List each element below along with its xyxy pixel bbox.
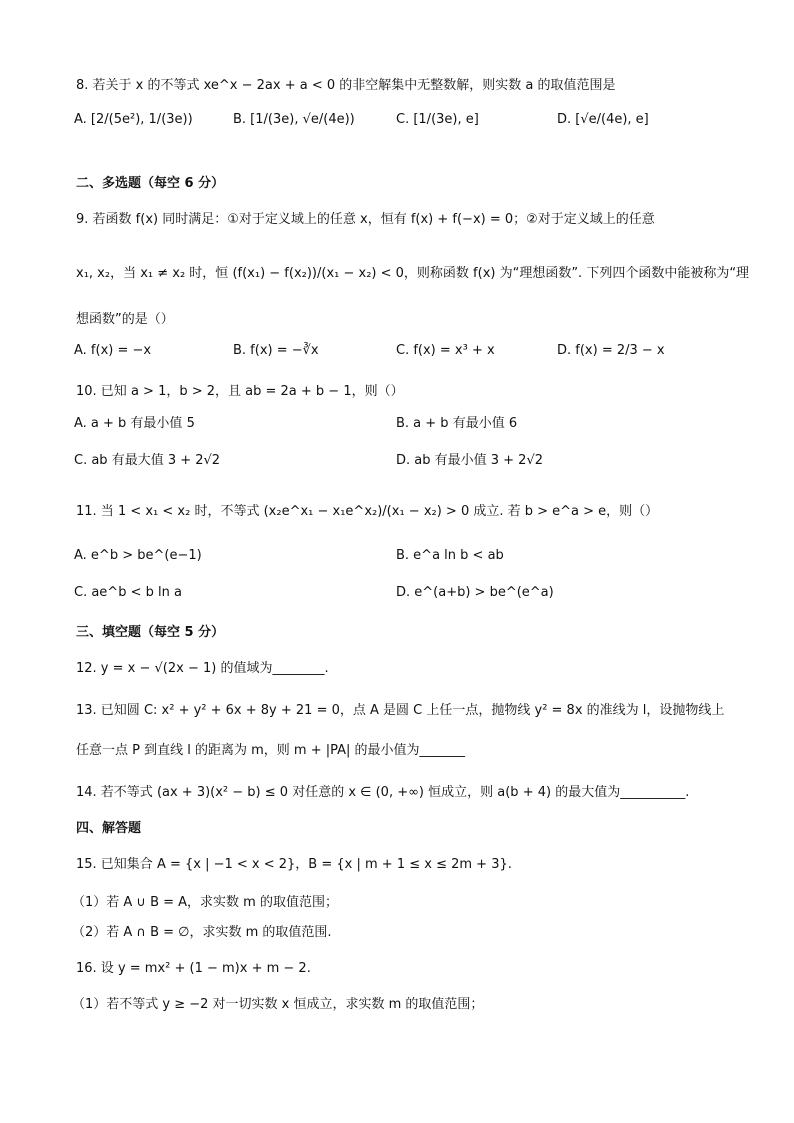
- q10-option-c: C. ab 有最大值 3 + 2√2: [74, 453, 221, 468]
- q9-line-2: x₁, x₂，当 x₁ ≠ x₂ 时，恒 (f(x₁) − f(x₂))/(x₁ − x₂) < 0，则称函数 f(x) 为“理想函数”. 下列四个函数中能被称为“理: [76, 266, 750, 281]
- q15-stem: 15. 已知集合 A = {x | −1 < x < 2}，B = {x | m + 1 ≤ x ≤ 2m + 3}.: [76, 857, 512, 872]
- q15-part-2: （2）若 A ∩ B = ∅，求实数 m 的取值范围.: [72, 925, 332, 940]
- q15-part-1: （1）若 A ∪ B = A，求实数 m 的取值范围；: [72, 895, 338, 910]
- q9-line-3: 想函数”的是（）: [76, 312, 174, 327]
- q8-option-d: D. [√e/(4e), e]: [557, 112, 649, 127]
- q8-stem: 8. 若关于 x 的不等式 xe^x − 2ax + a < 0 的非空解集中无整数解，则实数 a 的取值范围是: [76, 78, 616, 93]
- q8-option-c: C. [1/(3e), e]: [396, 112, 479, 127]
- q10-option-b: B. a + b 有最小值 6: [396, 416, 518, 431]
- q11-option-d: D. e^(a+b) > be^(e^a): [396, 585, 554, 600]
- q9-option-a: A. f(x) = −x: [74, 343, 152, 358]
- section-2-header: 二、多选题（每空 6 分）: [76, 176, 225, 191]
- q16-part-1: （1）若不等式 y ≥ −2 对一切实数 x 恒成立，求实数 m 的取值范围；: [72, 997, 484, 1012]
- q11-option-c: C. ae^b < b ln a: [74, 585, 182, 600]
- section-4-header: 四、解答题: [76, 821, 142, 836]
- q8-option-a: A. [2/(5e²), 1/(3e)): [74, 112, 193, 127]
- q16-stem: 16. 设 y = mx² + (1 − m)x + m − 2.: [76, 961, 311, 976]
- q10-option-a: A. a + b 有最小值 5: [74, 416, 195, 431]
- q13-line-1: 13. 已知圆 C: x² + y² + 6x + 8y + 21 = 0，点 A 是圆 C 上任一点，抛物线 y² = 8x 的准线为 l，设抛物线上: [76, 703, 725, 718]
- q12-stem: 12. y = x − √(2x − 1) 的值域为________.: [76, 661, 329, 676]
- q8-option-b: B. [1/(3e), √e/(4e)): [233, 112, 355, 127]
- q10-stem: 10. 已知 a > 1，b > 2，且 ab = 2a + b − 1，则（）: [76, 384, 404, 399]
- q9-line-1: 9. 若函数 f(x) 同时满足：①对于定义域上的任意 x，恒有 f(x) + f(−x) = 0；②对于定义域上的任意: [76, 212, 655, 227]
- q10-option-d: D. ab 有最小值 3 + 2√2: [396, 453, 544, 468]
- section-3-header: 三、填空题（每空 5 分）: [76, 625, 225, 640]
- q13-line-2: 任意一点 P 到直线 l 的距离为 m，则 m + |PA| 的最小值为_______: [76, 743, 466, 758]
- q11-option-a: A. e^b > be^(e−1): [74, 548, 202, 563]
- q9-option-d: D. f(x) = 2/3 − x: [557, 343, 665, 358]
- q14-stem: 14. 若不等式 (ax + 3)(x² − b) ≤ 0 对任意的 x ∈ (0, +∞) 恒成立，则 a(b + 4) 的最大值为__________.: [76, 785, 690, 800]
- q9-option-c: C. f(x) = x³ + x: [396, 343, 495, 358]
- q11-option-b: B. e^a ln b < ab: [396, 548, 504, 563]
- q9-option-b: B. f(x) = −∛x: [233, 343, 319, 358]
- q11-stem: 11. 当 1 < x₁ < x₂ 时，不等式 (x₂e^x₁ − x₁e^x₂)/(x₁ − x₂) > 0 成立. 若 b > e^a > e，则（）: [76, 504, 659, 519]
